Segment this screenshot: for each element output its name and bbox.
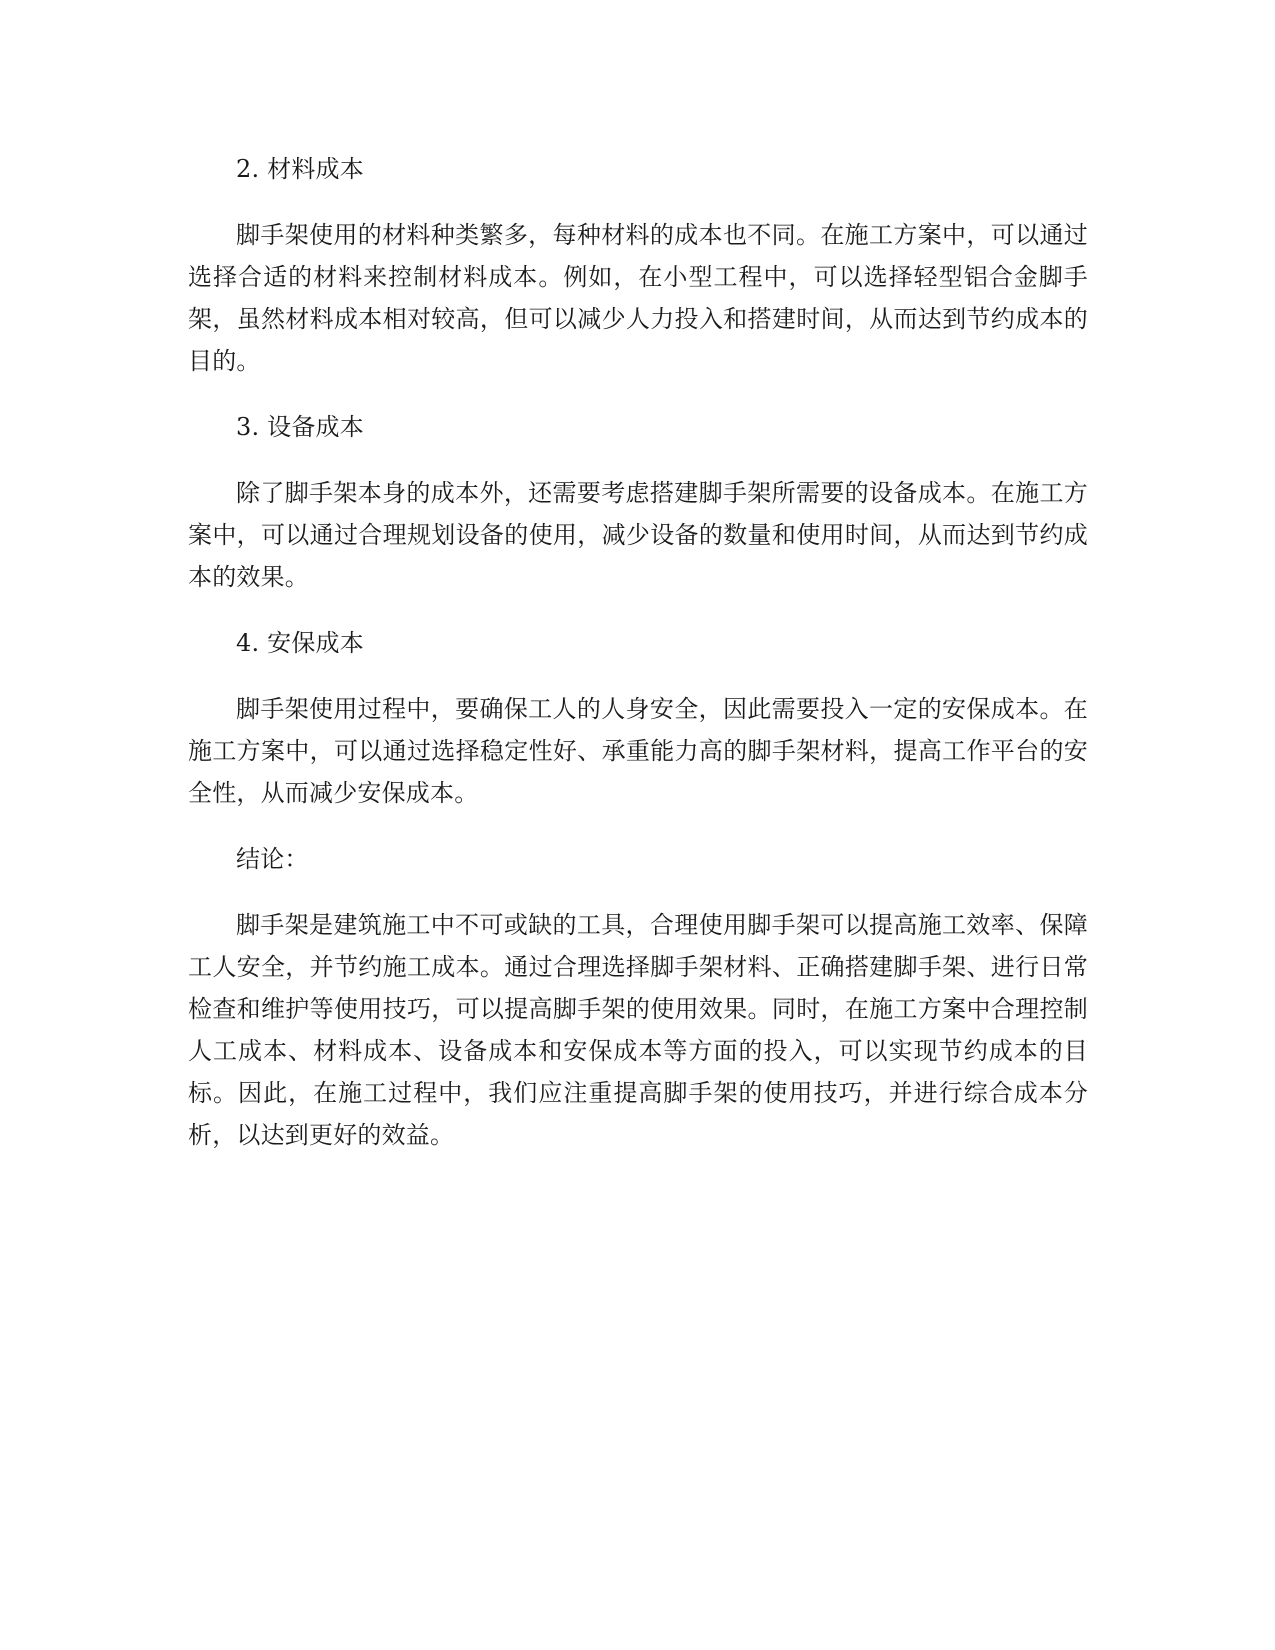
section-heading-conclusion: 结论： [236, 845, 309, 873]
section-heading-security-cost: 4. 安保成本 [236, 629, 364, 657]
paragraph-material-cost: 脚手架使用的材料种类繁多，每种材料的成本也不同。在施工方案中，可以通过选择合适的材料来控制材料成本。例如，在小型工程中，可以选择轻型铝合金脚手架，虽然材料成本相对较高，但可以减少人力投入和搭建时间，从而达到节约成本的目的。 [188, 221, 1088, 375]
paragraph-equipment-cost: 除了脚手架本身的成本外，还需要考虑搭建脚手架所需要的设备成本。在施工方案中，可以通过合理规划设备的使用，减少设备的数量和使用时间，从而达到节约成本的效果。 [188, 479, 1088, 591]
document-body [188, 148, 1088, 1180]
section-heading-material-cost: 2. 材料成本 [236, 155, 364, 183]
paragraph-conclusion: 脚手架是建筑施工中不可或缺的工具，合理使用脚手架可以提高施工效率、保障工人安全，并节约施工成本。通过合理选择脚手架材料、正确搭建脚手架、进行日常检查和维护等使用技巧，可以提高脚手架的使用效果。同时，在施工方案中合理控制人工成本、材料成本、设备成本和安保成本等方面的投入，可以实现节约成本的目标。因此，在施工过程中，我们应注重提高脚手架的使用技巧，并进行综合成本分析，以达到更好的效益。 [188, 911, 1088, 1149]
paragraph-security-cost: 脚手架使用过程中，要确保工人的人身安全，因此需要投入一定的安保成本。在施工方案中，可以通过选择稳定性好、承重能力高的脚手架材料，提高工作平台的安全性，从而减少安保成本。 [188, 695, 1088, 807]
section-heading-equipment-cost: 3. 设备成本 [236, 413, 364, 441]
